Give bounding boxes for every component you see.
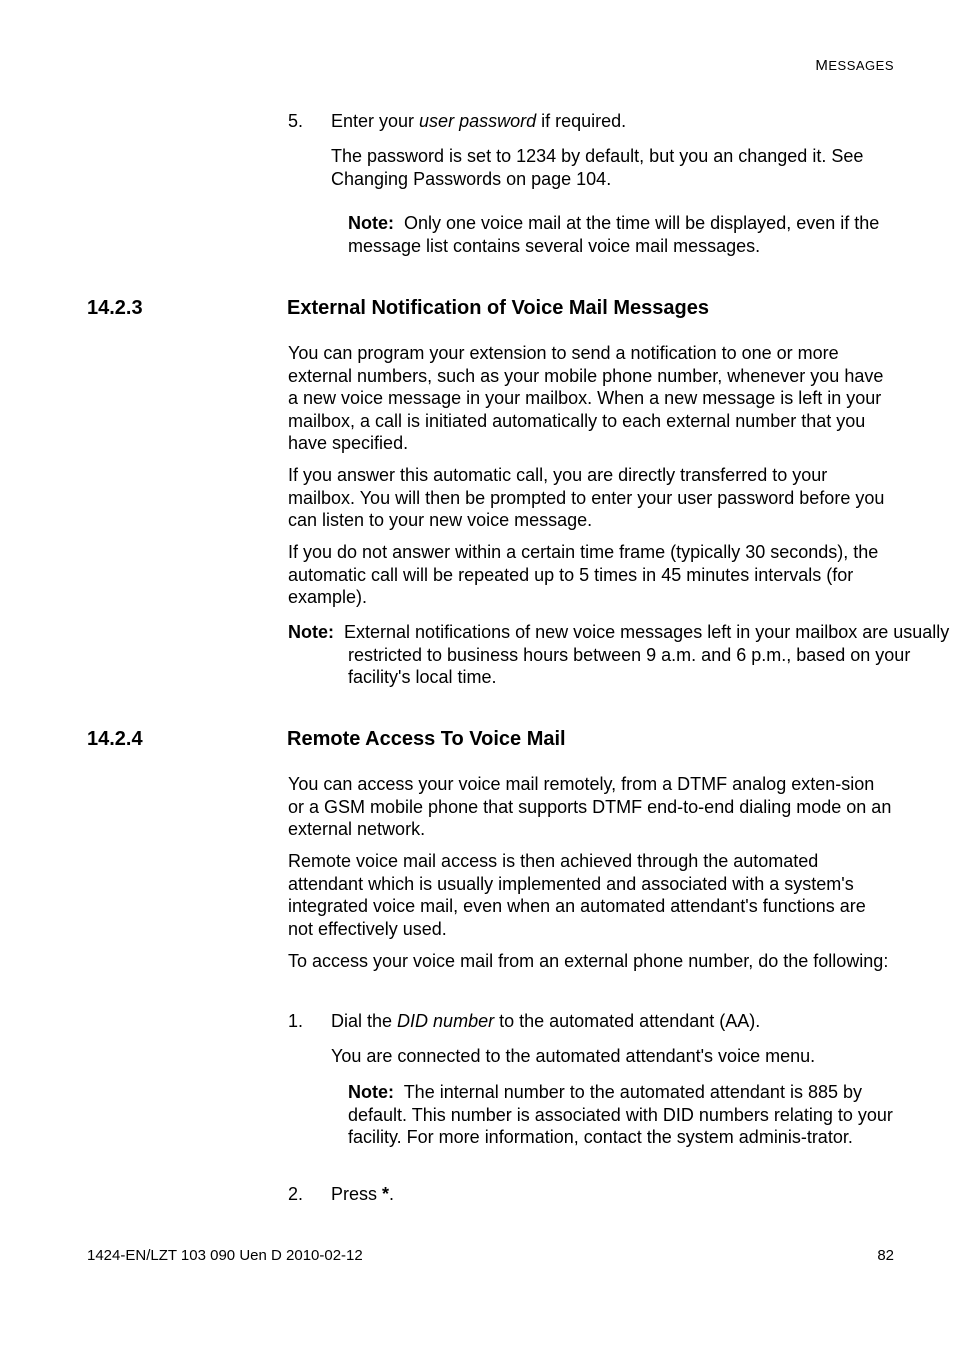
step-text: Enter your user password if required. <box>331 111 627 131</box>
paragraph: If you do not answer within a certain time frame (typically 30 seconds), the automatic call will be repeated up to 5 times in 45 minutes intervals (for example). <box>288 542 879 608</box>
note: Note: External notifications of new voice messages left in your mailbox are usually restricted to business hours between 9 a.m. and 6 p.m., based on your facility's local time. <box>288 622 950 688</box>
step-detail: The password is set to 1234 by default, but you an changed it. See Changing Passwords on page 104. <box>331 146 864 189</box>
footer-doc-id: 1424-EN/LZT 103 090 Uen D 2010-02-12 <box>87 1247 363 1264</box>
section-number: 14.2.3 <box>87 297 143 319</box>
paragraph: You can program your extension to send a notification to one or more external numbers, such as your mobile phone number, whenever you have a new voice message in your mailbox. When a new message is left in your mailbox, a call is initiated automatically to each external number that you have specified. <box>288 343 884 454</box>
note: Note: Only one voice mail at the time will be displayed, even if the message list contains several voice mail messages. <box>348 213 880 256</box>
step-detail: You are connected to the automated attendant's voice menu. <box>331 1046 816 1066</box>
section-number: 14.2.4 <box>87 728 143 750</box>
note: Note: The internal number to the automated attendant is 885 by default. This number is associated with DID numbers relating to your facility. For more information, contact the system adminis-trator. <box>348 1082 893 1148</box>
step-number: 5. <box>288 111 304 131</box>
paragraph: Remote voice mail access is then achieved through the automated attendant which is usually implemented and associated with a system's integrated voice mail, even when an automated attendant's functions are not effectively used. <box>288 851 866 939</box>
step-text: Press *. <box>331 1184 395 1204</box>
paragraph: If you answer this automatic call, you are directly transferred to your mailbox. You will then be prompted to enter your user password before you can listen to your new voice message. <box>288 465 885 531</box>
section-title: Remote Access To Voice Mail <box>287 728 566 750</box>
section-title: External Notification of Voice Mail Messages <box>287 297 709 319</box>
step-number: 2. <box>288 1184 304 1204</box>
running-header: MESSAGES <box>815 57 894 74</box>
page-number: 82 <box>877 1247 894 1264</box>
paragraph: You can access your voice mail remotely, from a DTMF analog exten-sion or a GSM mobile phone that supports DTMF end-to-end dialing mode on an external network. <box>288 774 892 840</box>
step-text: Dial the DID number to the automated attendant (AA). <box>331 1011 761 1031</box>
step-number: 1. <box>288 1011 304 1031</box>
paragraph: To access your voice mail from an external phone number, do the following: <box>288 951 889 971</box>
